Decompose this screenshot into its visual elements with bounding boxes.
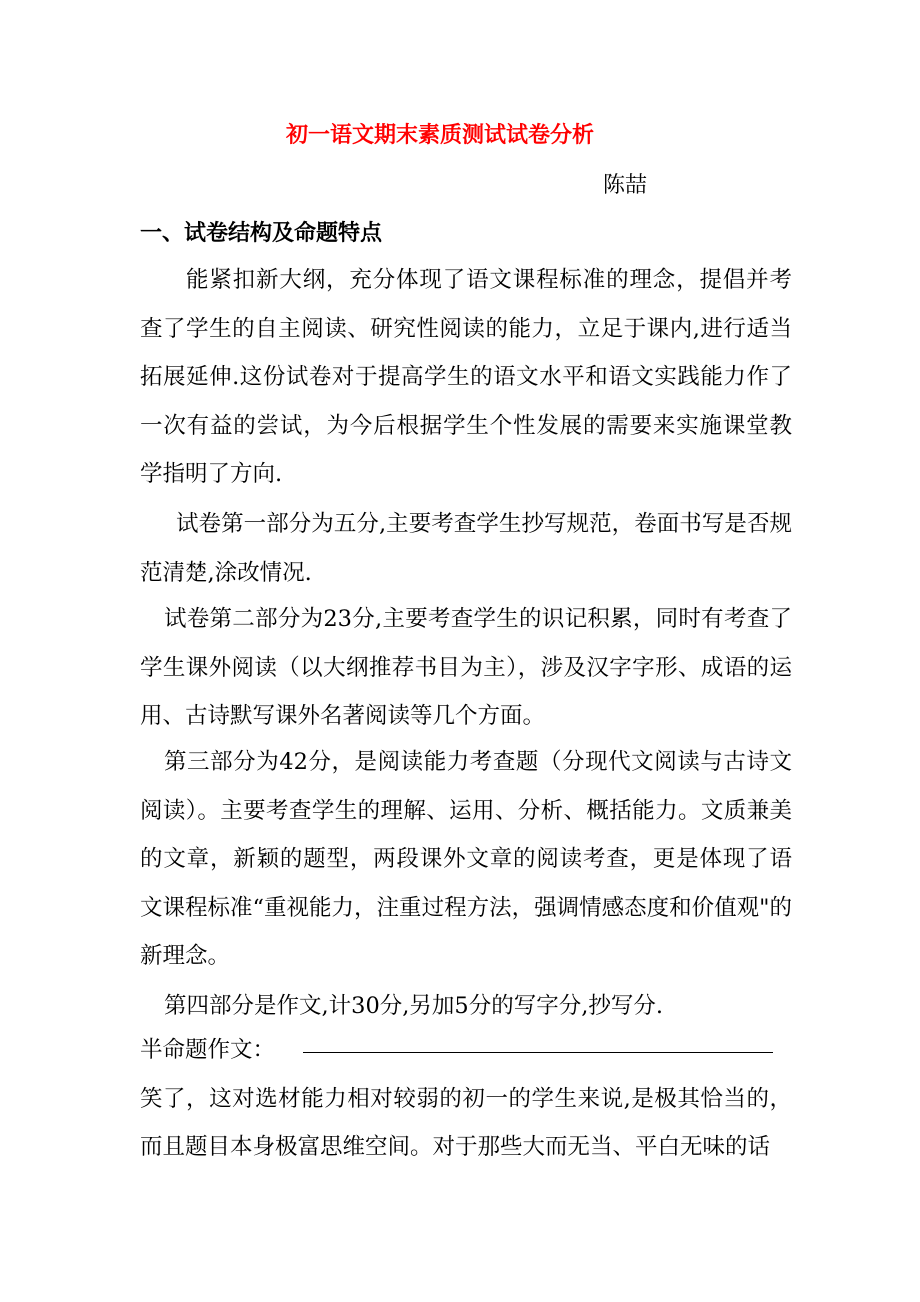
paragraph-part-two: 试卷第二部分为23分,主要考查学生的识记积累，同时有考查了学生课外阅读（以大纲推荐书目为主），涉及汉字字形、成语的运用、古诗默写课外名著阅读等几个方面。 bbox=[140, 606, 792, 729]
paragraph-part-three: 第三部分为42分，是阅读能力考查题（分现代文阅读与古诗文阅读）。主要考查学生的理解、运用、分析、概括能力。文质兼美的文章，新颖的题型，两段课外文章的阅读考查，更是体现了语文课程标准“重视能力，注重过程方法，强调情感态度和价值观"的新理念。 bbox=[140, 749, 792, 969]
document-title: 初一语文期末素质测试试卷分析 bbox=[285, 123, 594, 148]
paragraph-part-four: 第四部分是作文,计30分,另加5分的写字分,抄写分. bbox=[164, 993, 664, 1019]
fill-in-blank-line bbox=[303, 1038, 773, 1053]
paragraph-semi-essay bbox=[140, 1026, 792, 1172]
semi-essay-label: 半命题作文： bbox=[140, 1037, 276, 1063]
author-name: 陈喆 bbox=[603, 173, 648, 198]
semi-essay-text: 笑了，这对选材能力相对较弱的初一的学生来说,是极其恰当的，而且题目本身极富思维空间。对于那些大而无当、平白无味的话 bbox=[140, 1085, 792, 1160]
section-heading: 一、试卷结构及命题特点 bbox=[140, 221, 383, 246]
paragraph-overview: 能紧扣新大纲，充分体现了语文课程标准的理念，提倡并考查了学生的自主阅读、研究性阅读的能力，立足于课内,进行适当拓展延伸.这份试卷对于提高学生的语文水平和语文实践能力作了一次有益的尝试，为今后根据学生个性发展的需要来实施课堂教学指明了方向. bbox=[140, 267, 792, 487]
paragraph-part-one: 试卷第一部分为五分,主要考查学生抄写规范，卷面书写是否规范清楚,涂改情况. bbox=[140, 511, 792, 586]
